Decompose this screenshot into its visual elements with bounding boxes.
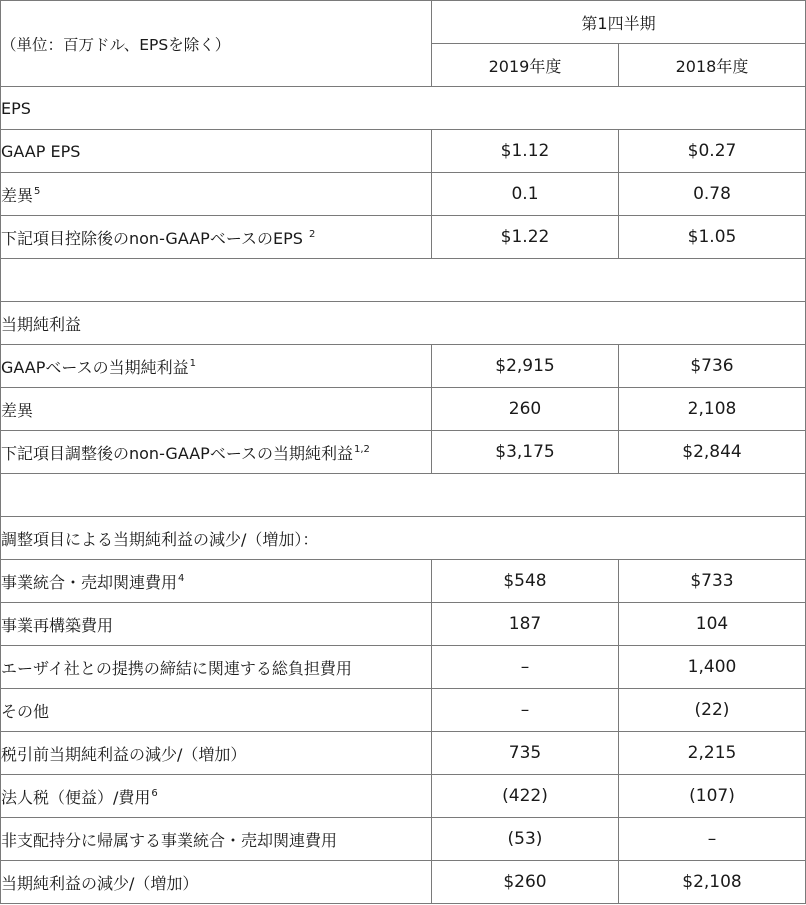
row-label-text: 事業再構築費用: [1, 615, 114, 635]
row-label: [1, 646, 432, 689]
year-2019-header: 2019年度: [432, 44, 619, 87]
table-row: [1, 173, 806, 216]
value-2018: $2,844: [619, 431, 806, 474]
value-2018: 0.78: [619, 173, 806, 216]
value-2018: 2,108: [619, 388, 806, 431]
row-label: [1, 388, 432, 431]
row-label: [1, 216, 432, 259]
section-title-net-income: 当期純利益: [1, 302, 806, 345]
value-2018: 1,400: [619, 646, 806, 689]
footnote-marker: 1,2: [354, 444, 370, 456]
row-label: [1, 818, 432, 861]
row-label-text: 税引前当期純利益の減少/（増加）: [1, 744, 247, 764]
value-2019: $1.22: [432, 216, 619, 259]
row-label: [1, 173, 432, 216]
section-row-adjustments: [1, 517, 806, 560]
value-2019: $1.12: [432, 130, 619, 173]
section-title-eps: EPS: [1, 87, 806, 130]
value-2019: 260: [432, 388, 619, 431]
value-2019: (53): [432, 818, 619, 861]
value-2018: $1.05: [619, 216, 806, 259]
section-title-adjustments: 調整項目による当期純利益の減少/（増加）：: [1, 517, 806, 560]
value-2019: $2,915: [432, 345, 619, 388]
section-row-net-income: [1, 302, 806, 345]
value-2019: $260: [432, 861, 619, 904]
row-label: [1, 861, 432, 904]
value-2019: 735: [432, 732, 619, 775]
value-2019: $3,175: [432, 431, 619, 474]
spacer-row: [1, 259, 806, 302]
footnote-marker: 6: [151, 788, 158, 800]
row-label-text: その他: [1, 701, 50, 721]
header-row-period: [1, 1, 806, 44]
value-2019: –: [432, 689, 619, 732]
value-2018: –: [619, 818, 806, 861]
row-label: [1, 431, 432, 474]
units-label: （単位：百万ドル、EPSを除く）: [1, 1, 432, 87]
table-row: [1, 818, 806, 861]
row-label: [1, 732, 432, 775]
value-2019: 0.1: [432, 173, 619, 216]
table-row: [1, 603, 806, 646]
spacer-cell: [1, 474, 806, 517]
footnote-marker: 1: [189, 358, 196, 370]
table-row: [1, 130, 806, 173]
row-label-text: GAAPベースの当期純利益: [1, 357, 189, 377]
row-label-text: エーザイ社との提携の締結に関連する総負担費用: [1, 658, 352, 678]
row-label-text: 事業統合・売却関連費用: [1, 572, 178, 592]
row-label-text: 法人税（便益）/費用: [1, 787, 151, 807]
footnote-marker: 5: [34, 186, 41, 198]
value-2018: (22): [619, 689, 806, 732]
period-header: 第1四半期: [432, 1, 806, 44]
value-2018: $736: [619, 345, 806, 388]
spacer-cell: [1, 259, 806, 302]
value-2018: $733: [619, 560, 806, 603]
table-row: [1, 689, 806, 732]
table-row: [1, 775, 806, 818]
year-2018-header: 2018年度: [619, 44, 806, 87]
value-2018: (107): [619, 775, 806, 818]
table-row: [1, 345, 806, 388]
table-row: [1, 388, 806, 431]
table-row: [1, 646, 806, 689]
row-label: [1, 560, 432, 603]
value-2019: 187: [432, 603, 619, 646]
value-2018: 2,215: [619, 732, 806, 775]
row-label-text: 下記項目調整後のnon-GAAPベースの当期純利益: [1, 443, 354, 463]
table-row: [1, 560, 806, 603]
value-2018: $0.27: [619, 130, 806, 173]
table-row: [1, 861, 806, 904]
row-label-text: 当期純利益の減少/（増加）: [1, 873, 199, 893]
row-label: [1, 603, 432, 646]
table-row: [1, 216, 806, 259]
row-label: [1, 689, 432, 732]
footnote-marker: 2: [308, 229, 316, 241]
row-label: [1, 775, 432, 818]
value-2019: –: [432, 646, 619, 689]
table-row: [1, 431, 806, 474]
row-label: [1, 130, 432, 173]
row-label-text: GAAP EPS: [1, 141, 81, 161]
value-2018: $2,108: [619, 861, 806, 904]
row-label-text: 非支配持分に帰属する事業統合・売却関連費用: [1, 830, 338, 850]
table-row: [1, 732, 806, 775]
row-label-text: 下記項目控除後のnon-GAAPベースのEPS: [1, 228, 303, 248]
footnote-marker: 4: [178, 573, 185, 585]
value-2019: (422): [432, 775, 619, 818]
row-label-text: 差異: [1, 185, 34, 205]
value-2019: $548: [432, 560, 619, 603]
row-label-text: 差異: [1, 400, 34, 420]
spacer-row: [1, 474, 806, 517]
section-row-eps: [1, 87, 806, 130]
row-label: [1, 345, 432, 388]
value-2018: 104: [619, 603, 806, 646]
